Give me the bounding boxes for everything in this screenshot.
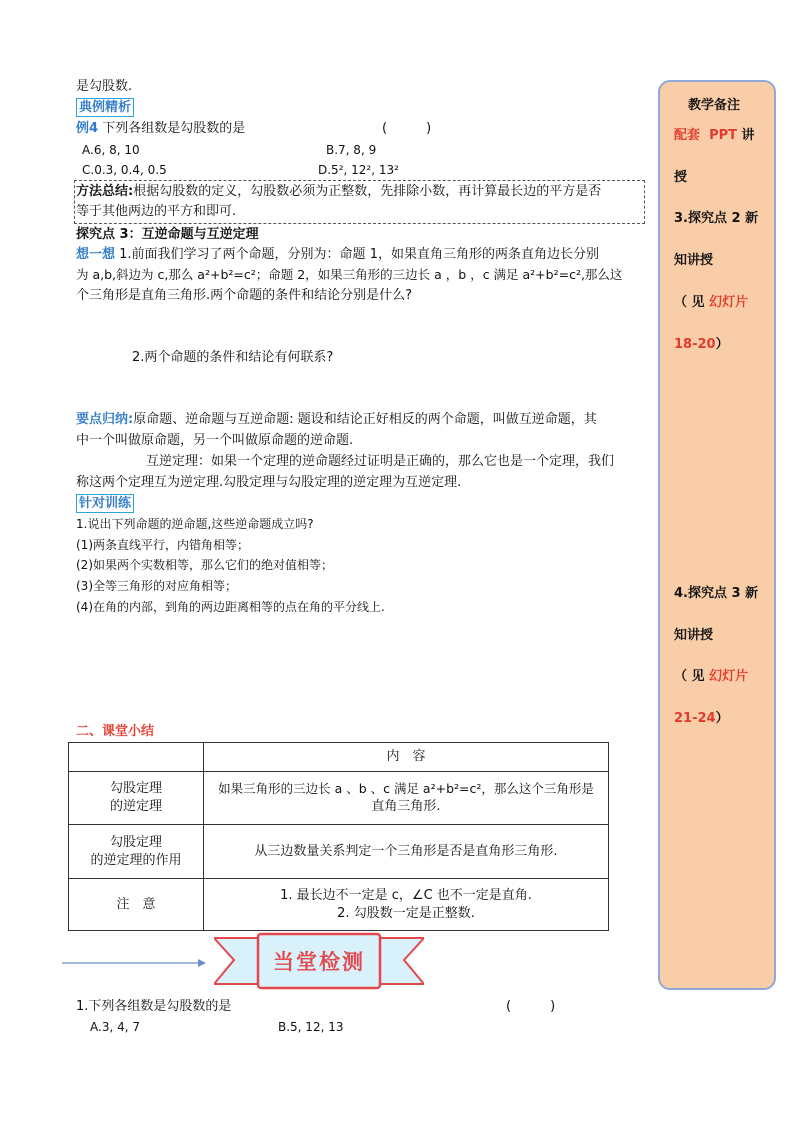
test-option-a: A.3, 4, 7: [90, 1020, 140, 1034]
training-intro: 1.说出下列命题的逆命题,这些逆命题成立吗?: [76, 517, 314, 531]
think-q2: 2.两个命题的条件和结论有何联系?: [132, 350, 334, 365]
sidebar-explore2-line2: 知讲授: [674, 253, 714, 268]
think-line3: 个三角形是直角三角形.两个命题的条件和结论分别是什么?: [76, 288, 413, 303]
keypoint-line1: 要点归纳:原命题、逆命题与互逆命题: 题设和结论正好相反的两个命题，叫做互逆命题，其: [76, 412, 597, 427]
teaching-notes-sidebar: [658, 80, 776, 990]
table-row: [69, 879, 609, 931]
sidebar-explore3: 4.探究点 3 新: [674, 586, 759, 601]
sidebar-explore2: 3.探究点 2 新: [674, 211, 759, 226]
example-question: 下列各组数是勾股数的是: [102, 121, 246, 136]
training-item: (4)在角的内部，到角的两边距离相等的点在角的平分线上.: [76, 600, 385, 614]
think-line1: 想一想 1.前面我们学习了两个命题，分别为：命题 1，如果直角三角形的两条直角边长分别: [76, 247, 599, 262]
think-label: 想一想: [76, 247, 116, 262]
training-header: 针对训练: [76, 494, 134, 513]
table-header-content: 内 容: [204, 743, 609, 772]
example-header: 典例精析: [76, 98, 134, 117]
training-item: (2)如果两个实数相等，那么它们的绝对值相等；: [76, 558, 333, 572]
option-c: C.0.3, 0.4, 0.5: [82, 163, 167, 177]
think-line2: 为 a,b,斜边为 c,那么 a²+b²=c²；命题 2，如果三角形的三边长 a ，b ，c 满足 a²+b²=c²,那么这: [76, 267, 623, 282]
table-row: [69, 772, 609, 825]
example-label: 例4: [76, 121, 99, 136]
sidebar-ppt-line2: 授: [674, 170, 688, 185]
arrow-right-icon: [60, 955, 210, 971]
test-paren: ( ): [506, 999, 556, 1014]
table-cell: 1. 最长边不一定是 c，∠C 也不一定是直角. 2. 勾股数一定是正整数.: [204, 879, 609, 931]
option-a: A.6, 8, 10: [82, 143, 140, 157]
sidebar-slides-range: 18-20）: [674, 337, 729, 352]
sidebar-slides-ref: （ 见 幻灯片: [674, 295, 749, 310]
training-item: (3)全等三角形的对应角相等；: [76, 579, 237, 593]
table-cell: [69, 743, 204, 772]
method-line2: 等于其他两边的平方和即可.: [76, 204, 237, 219]
table-row: [69, 825, 609, 879]
sidebar-slides-ref: （ 见 幻灯片: [674, 669, 749, 684]
sidebar-ppt-line: 配套 PPT 讲: [674, 128, 755, 143]
banner-title: 当堂检测: [273, 949, 365, 974]
summary-table: [68, 742, 609, 931]
keypoint-line3: 互逆定理：如果一个定理的逆命题经过证明是正确的，那么它也是一个定理，我们: [146, 454, 615, 469]
example-paren: ( ): [382, 121, 432, 136]
sidebar-title: 教学备注: [688, 98, 741, 113]
keypoint-label: 要点归纳:: [76, 412, 134, 427]
explore3-title: 探究点 3：互逆命题与互逆定理: [76, 227, 259, 242]
test-option-b: B.5, 12, 13: [278, 1020, 344, 1034]
method-label: 方法总结:: [76, 184, 134, 199]
example-4: [76, 120, 245, 137]
sidebar-explore3-line2: 知讲授: [674, 628, 714, 643]
option-d: D.5², 12², 13²: [318, 163, 399, 177]
table-cell: 从三边数量关系判定一个三角形是否是直角形三角形.: [204, 825, 609, 879]
table-cell: 勾股定理 的逆定理的作用: [69, 825, 204, 879]
keypoint-line2: 中一个叫做原命题，另一个叫做原命题的逆命题.: [76, 433, 354, 448]
training-item: (1)两条直线平行，内错角相等；: [76, 538, 249, 552]
keypoint-line4: 称这两个定理互为逆定理.勾股定理与勾股定理的逆定理为互逆定理.: [76, 475, 462, 490]
test-q1: 1.下列各组数是勾股数的是: [76, 999, 232, 1014]
table-cell: 注 意: [69, 879, 204, 931]
method-line1: 方法总结:根据勾股数的定义，勾股数必须为正整数，先排除小数，再计算最长边的平方是否: [76, 184, 602, 199]
intro-line: 是勾股数.: [76, 79, 133, 94]
table-cell: 勾股定理 的逆定理: [69, 772, 204, 825]
summary-title: 二、课堂小结: [76, 724, 155, 739]
table-cell: 如果三角形的三边长 a 、b 、c 满足 a²+b²=c²，那么这个三角形是 直角三角形.: [204, 772, 609, 825]
sidebar-slides-range: 21-24）: [674, 711, 729, 726]
table-header-row: [69, 743, 609, 772]
option-b: B.7, 8, 9: [326, 143, 377, 157]
